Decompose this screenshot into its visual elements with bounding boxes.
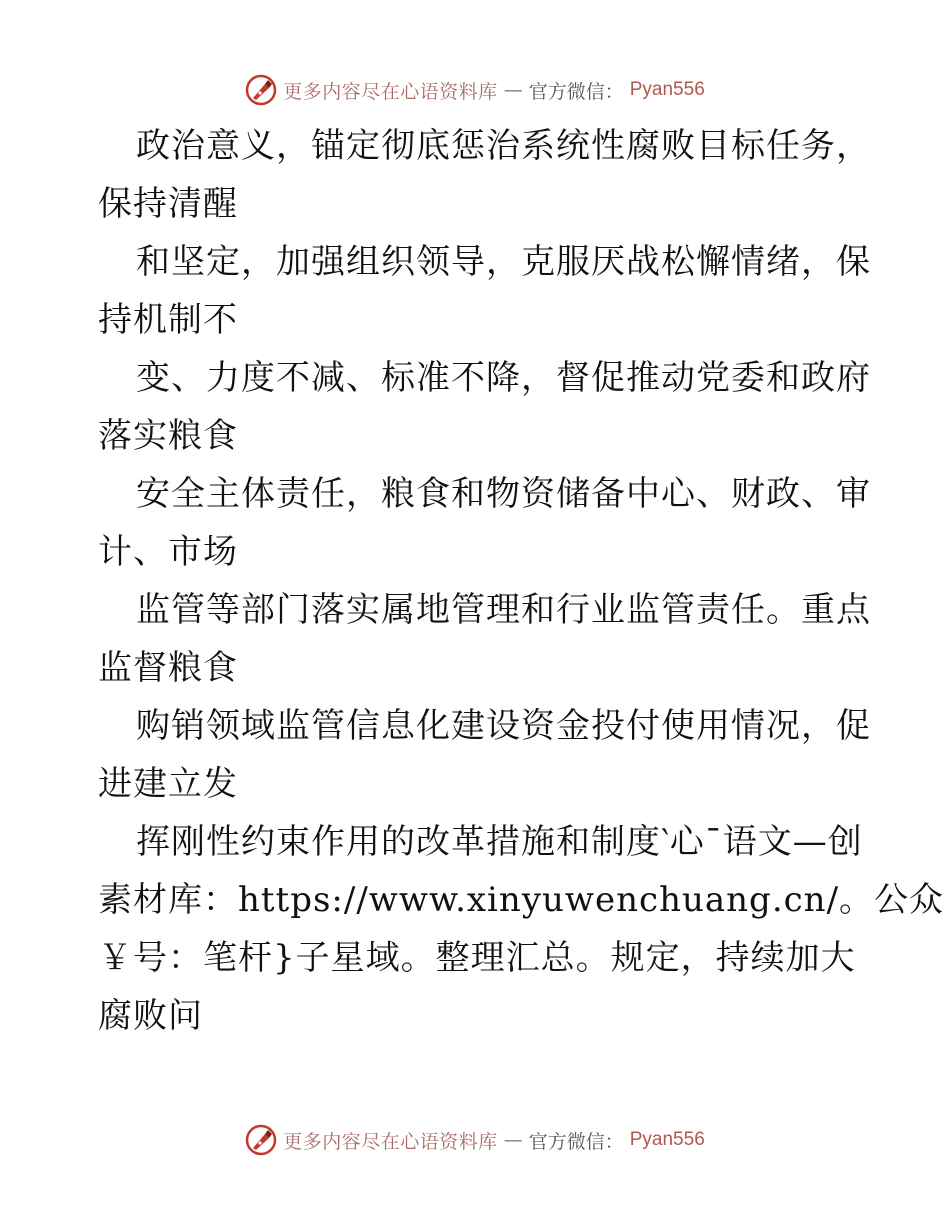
text-line-url: 素材库：https://www.xinyuwenchuang.cn/。公众 <box>98 880 945 920</box>
pen-logo-icon <box>245 1124 277 1156</box>
banner-dash: — <box>503 1129 523 1151</box>
document-body <box>98 117 945 1045</box>
text-line: 变、力度不减、标准不降，督促推动党委和政府 <box>136 358 871 398</box>
header-banner <box>0 70 950 110</box>
text-line: 落实粮食 <box>98 416 238 456</box>
text-line: 监管等部门落实属地管理和行业监管责任。重点 <box>136 590 871 630</box>
text-line: 政治意义，锚定彻底惩治系统性腐败目标任务， <box>136 126 871 166</box>
text-line: 进建立发 <box>98 764 238 804</box>
text-line: 购销领域监管信息化建设资金投付使用情况，促 <box>136 706 871 746</box>
banner-wechat-id: Pyan556 <box>629 79 705 100</box>
banner-title: 更多内容尽在心语资料库 <box>283 80 498 103</box>
text-line: 和坚定，加强组织领导，克服厌战松懈情绪，保 <box>136 242 871 282</box>
text-line: 计、市场 <box>98 532 238 572</box>
banner-wechat-label: 官方微信： <box>528 80 624 103</box>
text-line: 安全主体责任，粮食和物资储备中心、财政、审 <box>136 474 871 514</box>
banner-title: 更多内容尽在心语资料库 <box>283 1130 498 1153</box>
banner-wechat-id: Pyan556 <box>629 1129 705 1150</box>
text-line: 挥刚性约束作用的改革措施和制度‵心¯语文—创 <box>136 822 863 862</box>
text-line: 腐败问 <box>98 996 203 1036</box>
footer-banner <box>0 1120 950 1160</box>
text-line: 保持清醒 <box>98 184 238 224</box>
banner-wechat-label: 官方微信： <box>528 1130 624 1153</box>
text-line: ￥号：笔杆}子星域。整理汇总。规定，持续加大 <box>98 938 856 978</box>
pen-logo-icon <box>245 74 277 106</box>
text-line: 监督粮食 <box>98 648 238 688</box>
banner-dash: — <box>503 79 523 101</box>
text-line: 持机制不 <box>98 300 238 340</box>
